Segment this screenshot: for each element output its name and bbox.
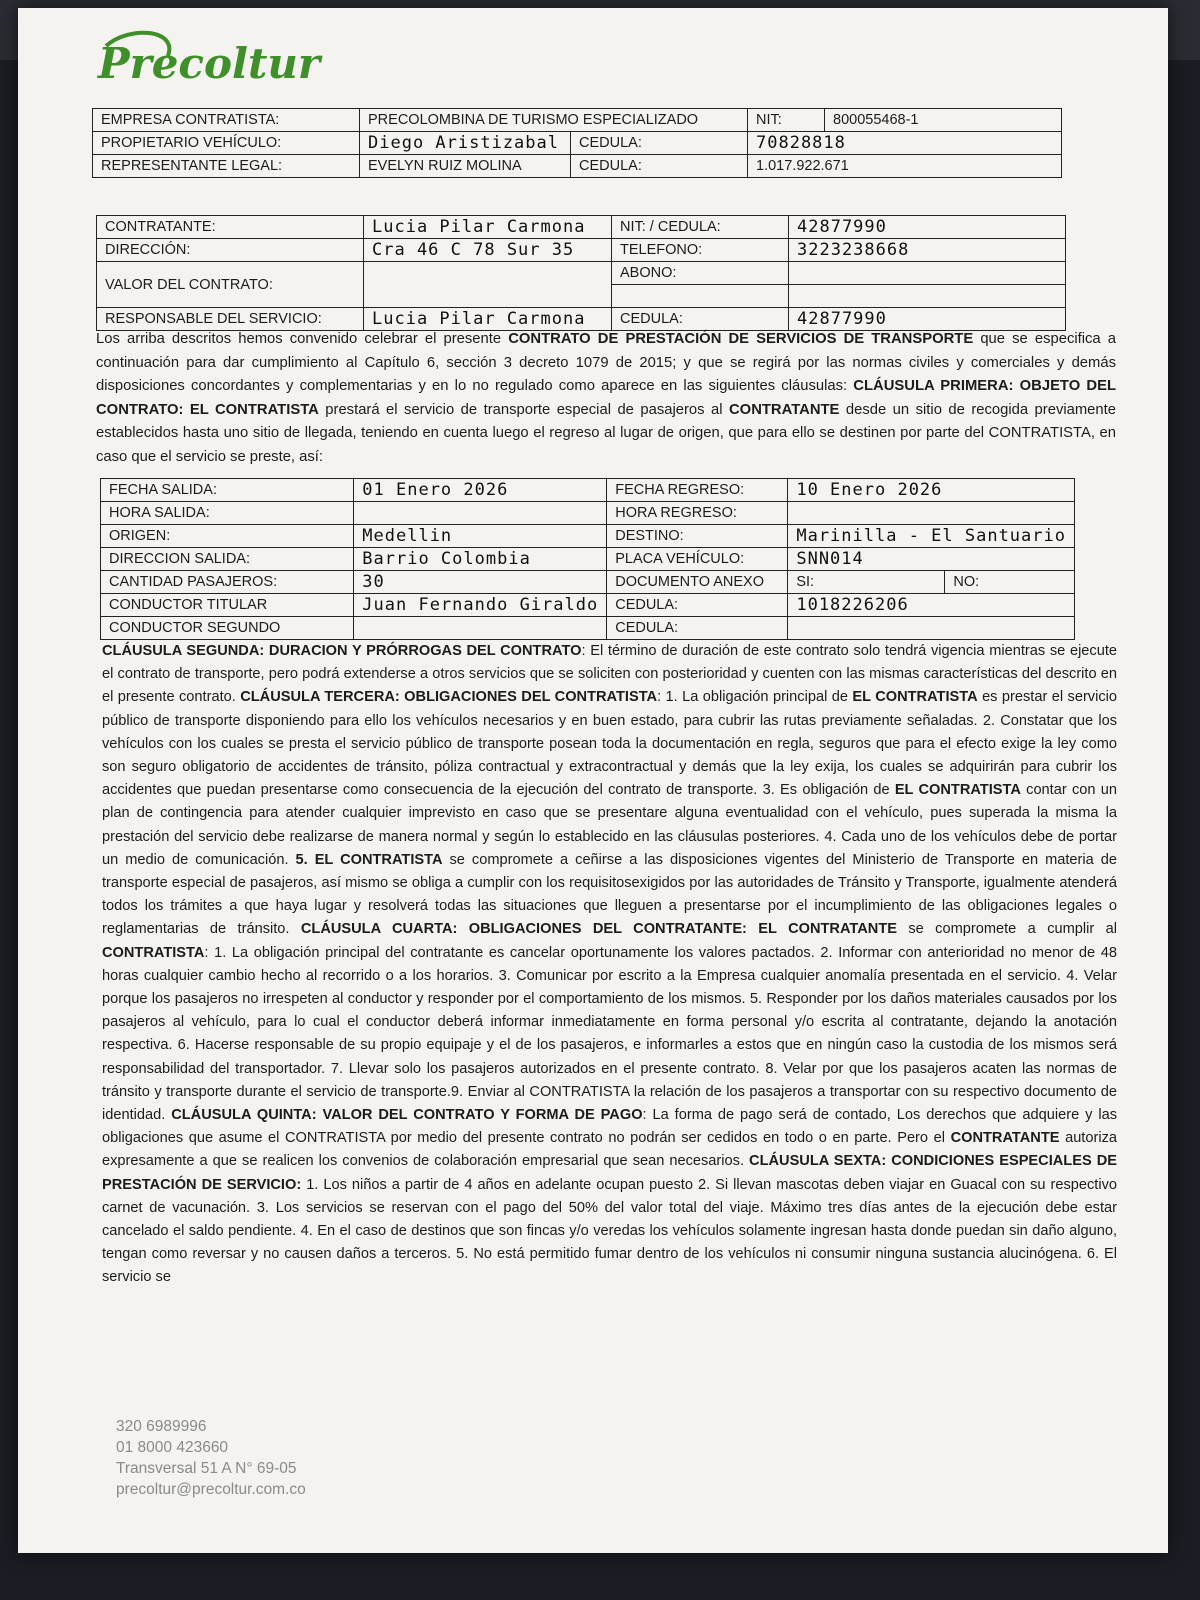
- cantidad-label: CANTIDAD PASAJEROS:: [101, 571, 354, 594]
- propietario-value: Diego Aristizabal: [360, 132, 571, 155]
- empresa-value: PRECOLOMBINA DE TURISMO ESPECIALIZADO: [360, 109, 748, 132]
- cedula-label: CEDULA:: [607, 594, 788, 617]
- svg-text:Precoltur: Precoltur: [98, 39, 321, 88]
- text-run: se compromete a cumplir al: [896, 921, 1117, 938]
- responsable-value: Lucia Pilar Carmona: [364, 308, 612, 331]
- telefono-label: TELEFONO:: [612, 239, 789, 262]
- conductor2-value: [354, 617, 607, 640]
- conductor2-label: CONDUCTOR SEGUNDO: [101, 617, 354, 640]
- si-label: SI:: [788, 571, 945, 594]
- text-run: desde un sitio de recogida previamente establecidos hasta uno sitio de llegada, teniendo en cuenta luego el regreso al lugar de origen, que para ello se destinen por parte del CONTRATISTA, en caso que el servicio se preste, así:: [96, 401, 1116, 465]
- bold-run: CONTRATISTA: [102, 944, 205, 961]
- bold-run: EL CONTRATISTA: [852, 689, 978, 706]
- cedula-label: CEDULA:: [571, 132, 748, 155]
- responsable-label: RESPONSABLE DEL SERVICIO:: [97, 308, 364, 331]
- nit-value: 800055468-1: [825, 109, 1062, 132]
- destino-label: DESTINO:: [607, 525, 788, 548]
- cedula-value: 1018226206: [788, 594, 1075, 617]
- cedula2-label: CEDULA:: [607, 617, 788, 640]
- text-run: se compromete a ceñirse a las disposiciones vigentes del Ministerio de Transporte en materia de transporte especial de pasajeros, así mismo se obliga a cumplir con los requisitosexigidos por las autoridades de Tránsito y Transporte, igualmente atenderá todos los trámites a que haya lugar y resolverá todas las situaciones que lleguen a presentarse por el incumplimiento de las obligaciones legales o reglamentarias de tránsito.: [102, 851, 1118, 938]
- conductor-value: Juan Fernando Giraldo: [354, 594, 607, 617]
- table-row: [101, 502, 1075, 525]
- company-footer: [116, 1416, 306, 1500]
- clause-heading: CLÁUSULA TERCERA: OBLIGACIONES DEL CONTRATISTA: [240, 689, 658, 706]
- bold-run: CONTRATANTE: [729, 401, 840, 418]
- contract-document: [18, 8, 1168, 1553]
- cedula-value: 1.017.922.671: [748, 155, 1062, 178]
- fecha-salida-value: 01 Enero 2026: [354, 479, 607, 502]
- bold-run: 5. EL CONTRATISTA: [295, 851, 443, 868]
- text-run: : El término de duración de este contrato solo tendrá vigencia mientras se ejecute el contrato de transporte, pero podrá extenderse a otros servicios que se soliciten con posterioridad y cuenten con las mismas características del descrito en el presente contrato.: [102, 643, 1118, 706]
- trip-table: [100, 478, 1075, 640]
- nit-cedula-label: NIT: / CEDULA:: [612, 216, 789, 239]
- company-info-table: [92, 108, 1062, 178]
- hora-regreso-value: [788, 502, 1075, 525]
- text-run: : 1. La obligación principal del contratante es cancelar oportunamente los valores pactados. 2. Informar con anterioridad no menor de 48 horas cualquier cambio hecho al recorrido o a los horarios. 3. Comunicar por escrito a la Empresa cualquier anomalía presentada en el servicio. 4. Velar porque los pasajeros no irrespeten al conductor y responder por el comportamiento de los mismos. 5. Responder por los daños materiales causados por los pasajeros al vehículo, para lo cual el conductor deberá informar inmediatamente en forma personal y/o escrita al contratante, dejando la anotación respectiva. 6. Hacerse responsable de su propio equipaje y el de los pasajeros, e informarles a estos que en ningún caso la custodia de los mismos será responsabilidad del transportador. 7. Llevar solo los pasajeros autorizados en el presente contrato. 8. Velar por que los pasajeros acaten las normas de tránsito y transporte durante el servicio de transporte.9. Enviar al CONTRATISTA la relación de los pasajeros a transportar con su respectivo documento de identidad.: [102, 944, 1117, 1124]
- intro-paragraph: [96, 328, 1116, 469]
- fecha-salida-label: FECHA SALIDA:: [101, 479, 354, 502]
- conductor-label: CONDUCTOR TITULAR: [101, 594, 354, 617]
- table-row: [93, 132, 1062, 155]
- abono-label: ABONO:: [612, 262, 789, 285]
- propietario-label: PROPIETARIO VEHÍCULO:: [93, 132, 360, 155]
- clause-heading: CLÁUSULA SEXTA: CONDICIONES ESPECIALES DE PRESTACIÓN DE SERVICIO:: [102, 1153, 1117, 1193]
- destino-value: Marinilla - El Santuario: [788, 525, 1075, 548]
- abono-value: [789, 262, 1066, 285]
- address: Transversal 51 A N° 69-05: [116, 1460, 297, 1477]
- clause-heading: CLÁUSULA QUINTA: VALOR DEL CONTRATO Y FORMA DE PAGO: [171, 1107, 643, 1124]
- precoltur-logo: [88, 16, 348, 106]
- cantidad-value: 30: [354, 571, 607, 594]
- origen-label: ORIGEN:: [101, 525, 354, 548]
- text-run: 1. Los niños a partir de 4 años en adelante ocupan puesto 2. Si llevan mascotas deben viajar en Guacal con su respectivo carnet de vacunación. 3. Los servicios se reservan con el pago del 50% del valor total del viaje. Máximo tres días antes de la ejecución debe estar cancelado el saldo pendiente. 4. En el caso de destinos que son fincas y/o veredas los vehículos solamente ingresan hasta donde puedan sin daño alguno, tengan como reversar y no causen daños a terceros. 5. No está permitido fumar dentro de los vehículos ni consumir ninguna sustancia alucinógena. 6. El servicio se: [102, 1176, 1117, 1286]
- contratante-value: Lucia Pilar Carmona: [364, 216, 612, 239]
- text-run: autoriza expresamente a que se realicen los convenios de colaboración empresarial que sean necesarios.: [102, 1130, 1117, 1170]
- table-row: [101, 594, 1075, 617]
- direccion-label: DIRECCIÓN:: [97, 239, 364, 262]
- table-row: [97, 262, 1066, 285]
- text-run: : La forma de pago será de contado, Los derechos que adquiere y las obligaciones que asume el CONTRATISTA por medio del presente contrato no podrán ser cedidos en todo o en parte. Pero el: [102, 1107, 1117, 1147]
- direccion-salida-value: Barrio Colombia: [354, 548, 607, 571]
- clauses-paragraph: [102, 640, 1117, 1290]
- direccion-salida-label: DIRECCION SALIDA:: [101, 548, 354, 571]
- fecha-regreso-value: 10 Enero 2026: [788, 479, 1075, 502]
- spacer-cell: [789, 285, 1066, 308]
- valor-value: [364, 262, 612, 308]
- table-row: [101, 548, 1075, 571]
- table-row: [97, 239, 1066, 262]
- placa-label: PLACA VEHÍCULO:: [607, 548, 788, 571]
- nit-label: NIT:: [748, 109, 825, 132]
- bold-run: CONTRATO DE PRESTACIÓN DE SERVICIOS DE TRANSPORTE: [508, 331, 974, 347]
- clause-heading: CLÁUSULA PRIMERA: OBJETO DEL CONTRATO: EL CONTRATISTA: [96, 378, 1116, 418]
- direccion-value: Cra 46 C 78 Sur 35: [364, 239, 612, 262]
- placa-value: SNN014: [788, 548, 1075, 571]
- cedula2-value: [788, 617, 1075, 640]
- empresa-label: EMPRESA CONTRATISTA:: [93, 109, 360, 132]
- cedula-value: 70828818: [748, 132, 1062, 155]
- table-row: [93, 109, 1062, 132]
- cedula-label: CEDULA:: [571, 155, 748, 178]
- table-row: [101, 571, 1075, 594]
- table-row: [101, 479, 1075, 502]
- clause-heading: CLÁUSULA CUARTA: OBLIGACIONES DEL CONTRATANTE: EL CONTRATANTE: [300, 921, 897, 938]
- text-run: Los arriba descritos hemos convenido celebrar el presente: [96, 331, 509, 347]
- cedula-value: 42877990: [789, 308, 1066, 331]
- hora-salida-value: [354, 502, 607, 525]
- text-run: contar con un plan de contingencia para atender cualquier imprevisto en caso que se presentare alguna eventualidad con el vehículo, pues superada la misma la prestación del servicio debe realizarse de manera normal y según lo establecido en las cláusulas posteriores. 4. Cada uno de los vehículos debe de portar un medio de comunicación.: [102, 782, 1117, 868]
- bold-run: CONTRATANTE: [950, 1130, 1060, 1147]
- table-row: [101, 525, 1075, 548]
- text-run: que se especifica a continuación para dar cumplimiento al Capítulo 6, sección 3 decreto 1079 de 2015; y que se regirá por las normas civiles y comerciales y demás disposiciones concordantes y complementarias y en lo no regulado como aparece en las siguientes cláusulas:: [96, 331, 1116, 394]
- phone-2: 01 8000 423660: [116, 1439, 229, 1456]
- representante-value: EVELYN RUIZ MOLINA: [360, 155, 571, 178]
- representante-label: REPRESENTANTE LEGAL:: [93, 155, 360, 178]
- documento-label: DOCUMENTO ANEXO: [607, 571, 788, 594]
- fecha-regreso-label: FECHA REGRESO:: [607, 479, 788, 502]
- email: precoltur@precoltur.com.co: [116, 1481, 306, 1498]
- no-label: NO:: [945, 571, 1075, 594]
- text-run: : 1. La obligación principal de: [657, 689, 853, 706]
- spacer-cell: [612, 285, 789, 308]
- origen-value: Medellin: [354, 525, 607, 548]
- valor-label: VALOR DEL CONTRATO:: [97, 262, 364, 308]
- table-row: [101, 617, 1075, 640]
- telefono-value: 3223238668: [789, 239, 1066, 262]
- table-row: [93, 155, 1062, 178]
- nit-cedula-value: 42877990: [789, 216, 1066, 239]
- text-run: prestará el servicio de transporte especial de pasajeros al: [318, 401, 729, 418]
- phone-1: 320 6989996: [116, 1418, 207, 1435]
- contratante-label: CONTRATANTE:: [97, 216, 364, 239]
- bold-run: EL CONTRATISTA: [894, 782, 1021, 799]
- cedula-label: CEDULA:: [612, 308, 789, 331]
- contratante-table: [96, 215, 1066, 331]
- hora-regreso-label: HORA REGRESO:: [607, 502, 788, 525]
- clause-heading: CLÁUSULA SEGUNDA: DURACION Y PRÓRROGAS DEL CONTRATO: [102, 643, 582, 659]
- hora-salida-label: HORA SALIDA:: [101, 502, 354, 525]
- text-run: es prestar el servicio público de transporte disponiendo para ello los vehículos necesarios y en buen estado, para cubrir las rutas previamente señaladas. 2. Constatar que los vehículos con los cuales se presta el servicio público de transporte posean toda la documentación en regla, seguros que para el efecto exige la ley como son seguro obligatorio de accidentes de tránsito, póliza contractual y extracontractual y demás que la ley exija, los cuales se adquirirán para cubrir los accidentes que puedan presentarse como consecuencia de la ejecución del contrato de transporte. 3. Es obligación de: [102, 689, 1118, 799]
- table-row: [97, 216, 1066, 239]
